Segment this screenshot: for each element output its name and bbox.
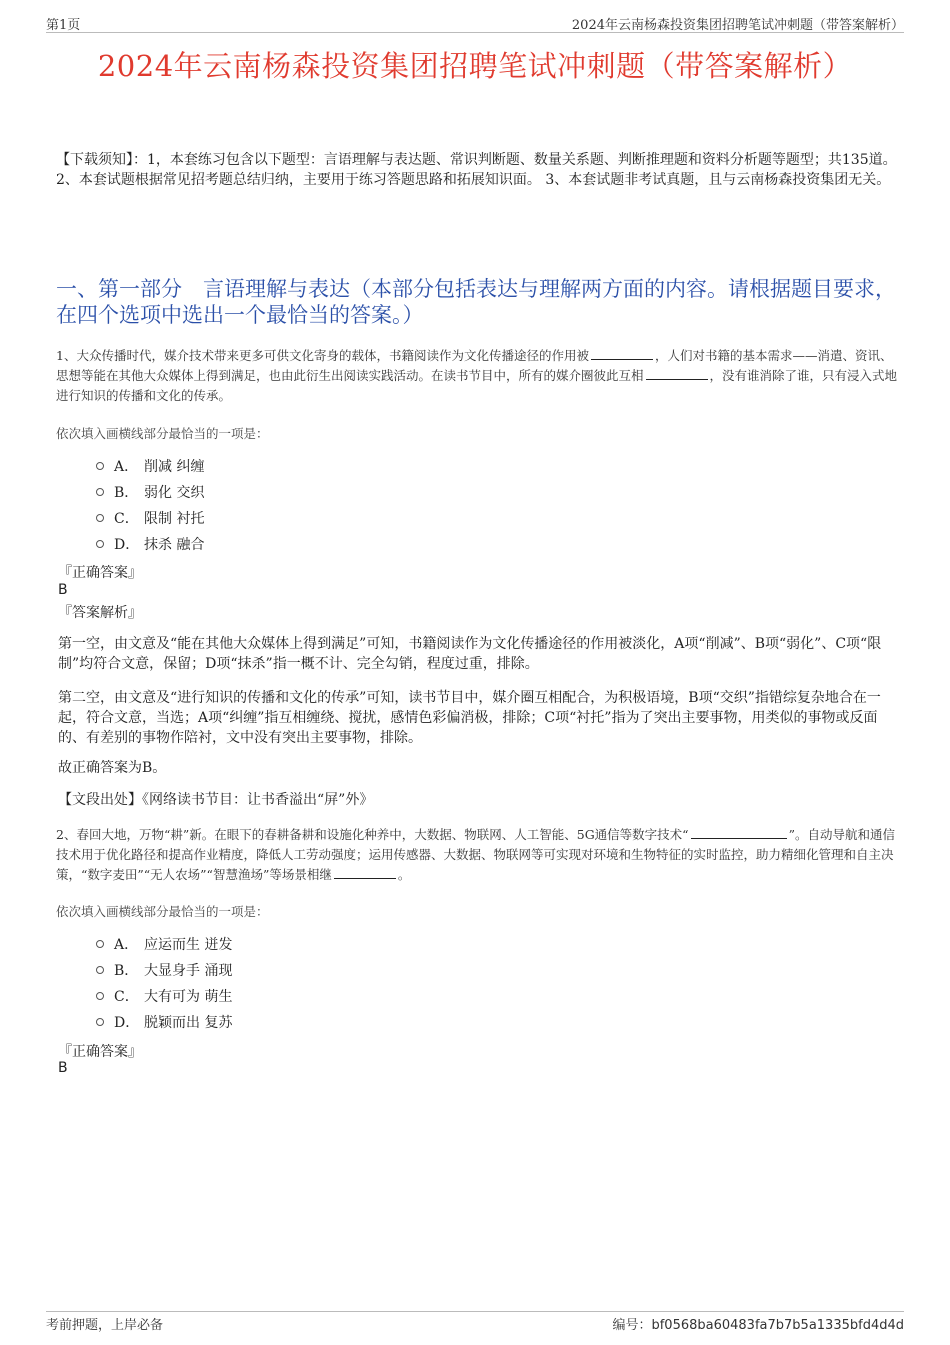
option-letter: B． [114,963,139,979]
code-value: bf0568ba60483fa7b7b5a1335bfd4d4d [651,1318,904,1333]
question-1-text-part3: ，没有谁消除了谁，只有浸入式地进行知识的传播和文化的传承。 [56,368,898,403]
option-text: 抹杀 融合 [144,537,205,553]
question-1-option-b[interactable] [96,480,204,504]
option-letter: D． [114,1015,140,1031]
download-notice: 【下载须知】：1，本套练习包含以下题型：言语理解与表达题、常识判断题、数量关系题、判断推理题和资料分析题等题型；共135道。 2、本套试题根据常见招考题总结归纳，主要用于练习答题思路和拓展知识面。 3、本套试题非考试真题，且与云南杨森投资集团无关。 [56,152,897,188]
question-2-prompt: 依次填入画横线部分最恰当的一项是： [56,904,269,919]
radio-icon[interactable] [96,966,104,974]
fill-blank-1 [691,826,787,839]
question-1-text-part2: ，人们对书籍的基本需求——消遣、资讯、思想等能在其他大众媒体上得到满足，也由此衍生出阅读实践活动。在读书节目中，所有的媒介圈彼此互相 [56,348,893,383]
option-text: 脱颖而出 复苏 [144,1015,233,1031]
answer-label: 『正确答案』 [58,1044,142,1060]
option-text: 应运而生 迸发 [144,937,233,953]
question-1-option-d[interactable] [96,532,204,556]
question-2-option-b[interactable] [96,958,232,982]
analysis-conclusion: 故正确答案为B。 [58,760,167,776]
option-letter: B． [114,485,139,501]
radio-icon[interactable] [96,992,104,1000]
question-2-text-part3: 。 [397,867,411,882]
radio-icon[interactable] [96,940,104,948]
fill-blank-1 [591,347,653,360]
question-2-option-a[interactable] [96,932,232,956]
question-1-text-part1: 1、大众传播时代，媒介技术带来更多可供文化寄身的载体，书籍阅读作为文化传播途径的作用被 [56,348,589,363]
question-2-text-part2: ”。自动导航和通信技术用于优化路径和提高作业精度，降低人工劳动强度；运用传感器、大数据、物联网等可实现对环境和生物特征的实时监控，助力精细化管理和自主决策，“数字麦田”“无人农场”“智慧渔场”等场景相继 [56,827,895,882]
option-letter: D． [114,537,140,553]
section-heading: 一、第一部分 言语理解与表达（本部分包括表达与理解两方面的内容。请根据题目要求，在四个选项中选出一个最恰当的答案。） [56,277,896,327]
header-doc-title: 2024年云南杨森投资集团招聘笔试冲刺题（带答案解析） [571,18,904,33]
question-1-option-c[interactable] [96,506,204,530]
option-text: 弱化 交织 [144,485,205,501]
answer-label: 『正确答案』 [58,565,142,581]
question-1-stem [56,346,901,406]
page-footer [46,1314,904,1334]
fill-blank-2 [334,866,396,879]
radio-icon[interactable] [96,514,104,522]
option-text: 削减 纠缠 [144,459,205,475]
page-header [46,14,904,34]
question-2-text-part1: 2、春回大地，万物“耕”新。在眼下的春耕备耕和设施化种养中，大数据、物联网、人工智能、5G通信等数字技术“ [56,827,689,842]
analysis-paragraph-2: 第二空，由文意及“进行知识的传播和文化的传承”可知，读书节目中，媒介圈互相配合，为积极语境，B项“交织”指错综复杂地合在一起，符合文意，当选；A项“纠缠”指互相缠绕、搅扰，感情色彩偏消极，排除；C项“衬托”指为了突出主要事物，用类似的事物或反面的、有差别的事物作陪衬，文中没有突出主要事物，排除。 [58,690,881,746]
option-letter: C． [114,989,139,1005]
radio-icon[interactable] [96,488,104,496]
question-1-option-a[interactable] [96,454,204,478]
question-2-option-c[interactable] [96,984,232,1008]
page-title: 2024年云南杨森投资集团招聘笔试冲刺题（带答案解析） [97,49,853,83]
correct-answer: B [58,582,68,598]
analysis-paragraph-1: 第一空，由文意及“能在其他大众媒体上得到满足”可知，书籍阅读作为文化传播途径的作用被淡化，A项“削减”、B项“弱化”、C项“限制”均符合文意，保留；D项“抹杀”指一概不计、完全勾销，程度过重，排除。 [58,636,882,672]
radio-icon[interactable] [96,540,104,548]
code-label: 编号： [612,1318,652,1333]
question-2-stem [56,825,901,885]
analysis-label: 『答案解析』 [58,605,142,621]
option-text: 大有可为 萌生 [144,989,233,1005]
header-divider [46,32,904,33]
footer-divider [46,1311,904,1312]
radio-icon[interactable] [96,462,104,470]
question-1-prompt: 依次填入画横线部分最恰当的一项是： [56,426,269,441]
document-code [612,1314,904,1333]
option-letter: A． [114,459,139,475]
fill-blank-2 [646,367,708,380]
page-number: 第1页 [46,18,81,33]
question-2-option-d[interactable] [96,1010,232,1034]
correct-answer: B [58,1060,68,1076]
option-letter: A． [114,937,139,953]
source-citation: 【文段出处】《网络读书节目：让书香溢出“屏”外》 [58,792,374,808]
option-text: 限制 衬托 [144,511,205,527]
option-letter: C． [114,511,139,527]
radio-icon[interactable] [96,1018,104,1026]
option-text: 大显身手 涌现 [144,963,233,979]
footer-slogan: 考前押题，上岸必备 [46,1318,164,1333]
